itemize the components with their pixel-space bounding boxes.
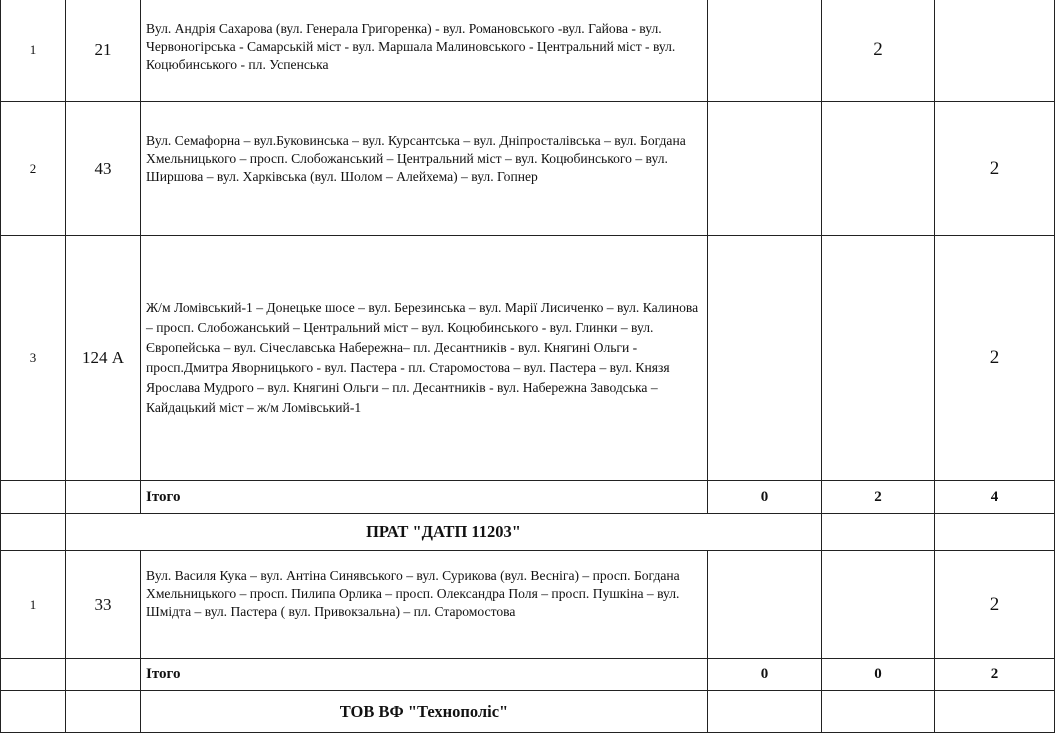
section-header-row bbox=[1, 514, 1055, 551]
section-title: ТОВ ВФ "Технополіс" bbox=[141, 691, 708, 733]
total-value: 0 bbox=[708, 659, 822, 691]
row-number: 3 bbox=[1, 236, 66, 481]
route-number: 124 А bbox=[66, 236, 141, 481]
count-cell: 2 bbox=[822, 0, 935, 102]
empty-cell bbox=[66, 659, 141, 691]
empty-cell bbox=[1, 691, 66, 733]
empty-cell bbox=[822, 691, 935, 733]
total-row bbox=[1, 659, 1055, 691]
total-value: 0 bbox=[822, 659, 935, 691]
empty-cell bbox=[66, 481, 141, 514]
count-cell bbox=[822, 102, 935, 236]
count-cell: 2 bbox=[935, 551, 1055, 659]
empty-cell bbox=[822, 514, 935, 551]
total-label: Ітого bbox=[141, 659, 708, 691]
table-row bbox=[1, 236, 1055, 481]
total-value: 2 bbox=[935, 659, 1055, 691]
total-label: Ітого bbox=[141, 481, 708, 514]
row-number: 1 bbox=[1, 551, 66, 659]
route-number: 43 bbox=[66, 102, 141, 236]
route-description: Вул. Семафорна – вул.Буковинська – вул. Курсантська – вул. Дніпросталівська – вул. Богдана Хмельницького – просп. Слобожанський – Центральний міст – вул. Коцюбинського – вул. Ширшова – вул. Харківська (вул. Шолом – Алейхема) – вул. Гопнер bbox=[141, 102, 708, 236]
row-number: 2 bbox=[1, 102, 66, 236]
route-number: 21 bbox=[66, 0, 141, 102]
table-row bbox=[1, 551, 1055, 659]
empty-cell bbox=[708, 551, 822, 659]
count-cell bbox=[822, 551, 935, 659]
total-value: 2 bbox=[822, 481, 935, 514]
total-row bbox=[1, 481, 1055, 514]
route-description: Ж/м Ломівський-1 – Донецьке шосе – вул. Березинська – вул. Марії Лисиченко – вул. Калинова – просп. Слобожанський – Центральний міст – вул. Коцюбинського - вул. Глинки – вул. Європейська – вул. Січеславська Набережна– пл. Десантників - вул. Княгині Ольги - просп.Дмитра Яворницького - вул. Пастера - пл. Старомостова – вул. Пастера – вул. Князя Ярослава Мудрого – вул. Княгині Ольги – пл. Десантників - вул. Набережна Заводська – Кайдацький міст – ж/м Ломівський-1 bbox=[141, 236, 708, 481]
row-number: 1 bbox=[1, 0, 66, 102]
count-cell bbox=[935, 0, 1055, 102]
total-value: 0 bbox=[708, 481, 822, 514]
count-cell: 2 bbox=[935, 102, 1055, 236]
empty-cell bbox=[708, 236, 822, 481]
route-number: 33 bbox=[66, 551, 141, 659]
empty-cell bbox=[935, 691, 1055, 733]
empty-cell bbox=[66, 691, 141, 733]
empty-cell bbox=[1, 514, 66, 551]
empty-cell bbox=[708, 691, 822, 733]
table-row bbox=[1, 102, 1055, 236]
count-cell: 2 bbox=[935, 236, 1055, 481]
empty-cell bbox=[1, 481, 66, 514]
route-description: Вул. Василя Кука – вул. Антіна Синявського – вул. Сурикова (вул. Веснiга) – просп. Богдана Хмельницького – просп. Пилипа Орлика – просп. Олександра Поля – просп. Пушкіна – вул. Шмідта – вул. Пастера ( вул. Привокзальна) – пл. Старомостова bbox=[141, 551, 708, 659]
empty-cell bbox=[935, 514, 1055, 551]
count-cell bbox=[822, 236, 935, 481]
empty-cell bbox=[708, 0, 822, 102]
section-title: ПРАТ "ДАТП 11203" bbox=[66, 514, 822, 551]
total-value: 4 bbox=[935, 481, 1055, 514]
route-description: Вул. Андрія Сахарова (вул. Генерала Григоренка) - вул. Романовського -вул. Гайова - вул. Червоногірська - Самарській міст - вул. Маршала Малиновського - Центральний міст - вул. Коцюбинського - пл. Успенська bbox=[141, 0, 708, 102]
empty-cell bbox=[708, 102, 822, 236]
section-header-row bbox=[1, 691, 1055, 733]
table-row bbox=[1, 0, 1055, 102]
empty-cell bbox=[1, 659, 66, 691]
